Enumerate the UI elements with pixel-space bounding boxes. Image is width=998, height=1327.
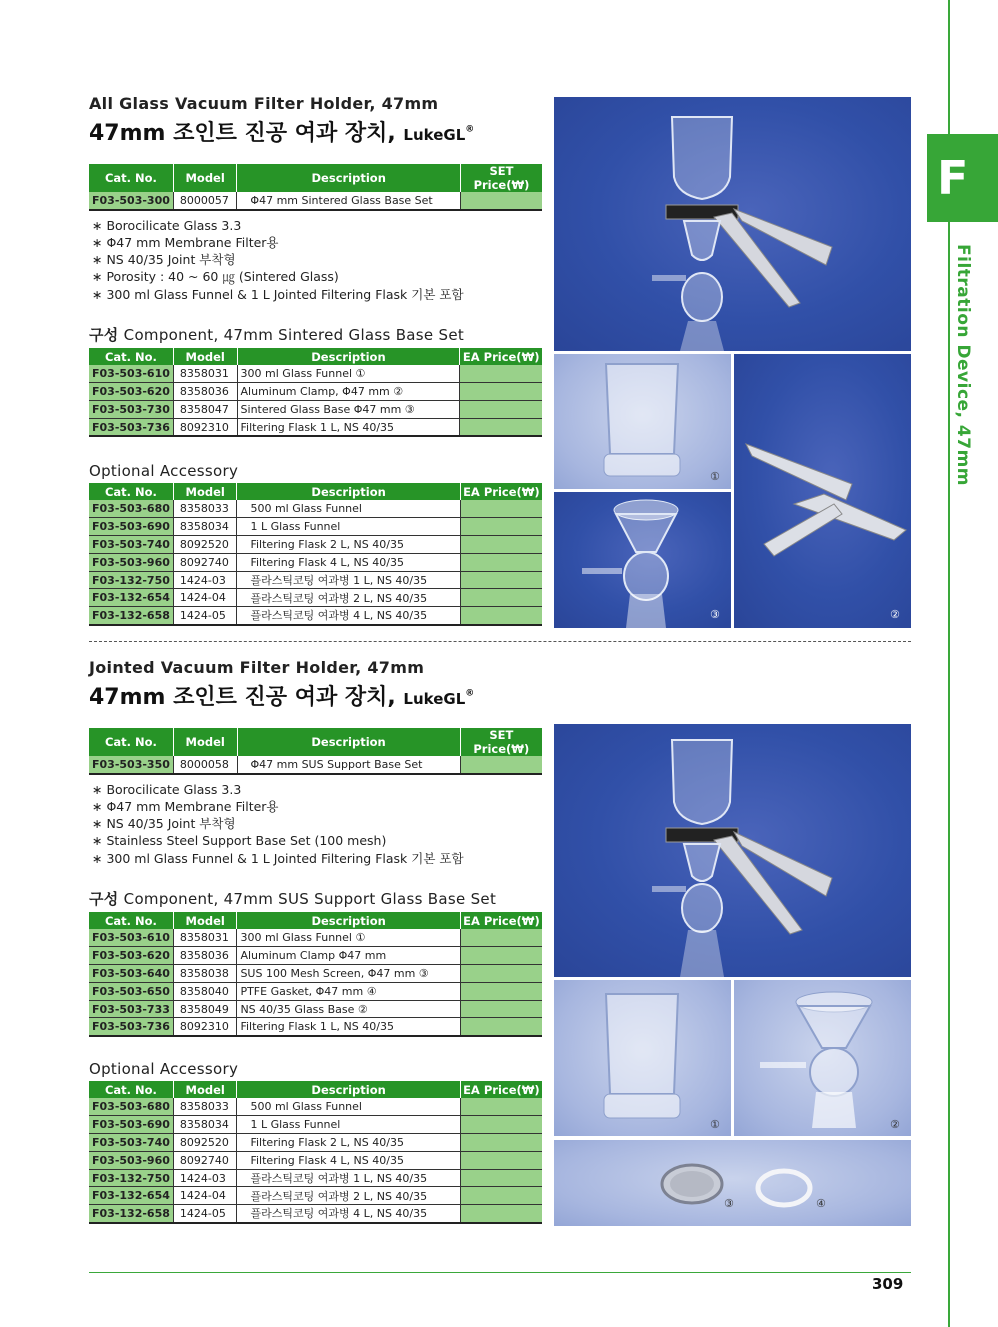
- cell-cat: F03-503-740: [89, 536, 173, 554]
- table-row: [89, 756, 542, 774]
- cell-model: 1424-05: [173, 1205, 237, 1223]
- section-2-main-table-wrap: [89, 728, 544, 867]
- table-row: [89, 607, 542, 625]
- photo-glass-base: [734, 980, 911, 1136]
- photo-filter-holder-set: [554, 97, 911, 351]
- col-price: SET Price(₩): [460, 164, 542, 192]
- jointed-holder-illustration: [554, 724, 911, 977]
- table-row: [89, 1116, 542, 1134]
- photo-label: ②: [890, 608, 900, 621]
- col-model: Model: [173, 912, 237, 929]
- section-1-main-table: [89, 164, 542, 211]
- col-price: EA Price(₩): [460, 348, 542, 365]
- section-2-notes: [89, 781, 544, 867]
- photo-glass-funnel: [554, 354, 731, 489]
- cell-desc: 300 ml Glass Funnel ①: [237, 365, 460, 383]
- cell-desc: 300 ml Glass Funnel ①: [237, 929, 460, 947]
- cell-price: [460, 1098, 542, 1116]
- section-1-title-en: All Glass Vacuum Filter Holder, 47mm: [89, 94, 439, 113]
- section-1-title-kr-text: 47mm 조인트 진공 여과 장치,: [89, 121, 396, 146]
- section-1-header: [89, 94, 544, 147]
- cell-cat: F03-132-658: [89, 607, 173, 625]
- col-price: EA Price(₩): [460, 1081, 542, 1098]
- note: ∗ Φ47 mm Membrane Filter용: [89, 234, 544, 251]
- photo-label: ①: [710, 470, 720, 483]
- cell-price: [460, 1187, 542, 1205]
- table-row: [89, 1000, 542, 1018]
- cell-model: 8358047: [173, 401, 237, 419]
- cell-cat: F03-132-658: [89, 1205, 173, 1223]
- cell-desc: 플라스틱코팅 여과병 2 L, NS 40/35: [237, 589, 460, 607]
- mesh-gasket-illustration: [554, 1140, 911, 1226]
- cell-desc: 플라스틱코팅 여과병 2 L, NS 40/35: [237, 1187, 460, 1205]
- col-desc: Description: [237, 1081, 460, 1098]
- cell-model: 8358033: [173, 1098, 237, 1116]
- photo-sintered-base: [554, 492, 731, 628]
- table-row: [89, 418, 542, 436]
- cell-desc: Aluminum Clamp Φ47 mm: [237, 947, 460, 965]
- cell-cat: F03-503-350: [89, 756, 173, 774]
- cell-model: 8092310: [173, 1018, 237, 1036]
- cell-cat: F03-503-733: [89, 1000, 173, 1018]
- section-vertical-title: Filtration Device, 47mm: [953, 244, 973, 487]
- section-2-optional-table: [89, 1081, 542, 1224]
- table-row: [89, 1098, 542, 1116]
- table-row: [89, 383, 542, 401]
- cell-price: [460, 365, 542, 383]
- cell-price: [460, 756, 542, 774]
- cell-cat: F03-503-650: [89, 982, 173, 1000]
- section-2-header: [89, 658, 544, 711]
- section-1-title-kr: [89, 116, 544, 147]
- cell-price: [460, 965, 542, 983]
- cell-model: 1424-03: [173, 571, 237, 589]
- note: ∗ 300 ml Glass Funnel & 1 L Jointed Filtering Flask 기본 포함: [89, 850, 544, 867]
- table-row: [89, 982, 542, 1000]
- cell-model: 8358034: [173, 1116, 237, 1134]
- page-number: 309: [872, 1275, 904, 1293]
- cell-model: 8358038: [173, 965, 237, 983]
- components-kr-label: 구성: [89, 890, 119, 908]
- cell-desc: Filtering Flask 4 L, NS 40/35: [237, 1151, 460, 1169]
- photo-label: ①: [710, 1118, 720, 1131]
- cell-model: 8092740: [173, 1151, 237, 1169]
- cell-desc: Filtering Flask 2 L, NS 40/35: [237, 536, 460, 554]
- sintered-base-illustration: [554, 492, 731, 628]
- col-model: Model: [173, 348, 237, 365]
- cell-desc: Filtering Flask 2 L, NS 40/35: [237, 1134, 460, 1152]
- cell-desc: Filtering Flask 1 L, NS 40/35: [237, 418, 460, 436]
- note: ∗ 300 ml Glass Funnel & 1 L Jointed Filtering Flask 기본 포함: [89, 286, 544, 303]
- cell-price: [460, 418, 542, 436]
- cell-price: [460, 1116, 542, 1134]
- cell-price: [460, 571, 542, 589]
- section-1-notes: [89, 217, 544, 303]
- cell-desc: Φ47 mm SUS Support Base Set: [237, 756, 460, 774]
- cell-price: [460, 192, 542, 210]
- section-2-components-table: [89, 912, 542, 1037]
- col-cat: Cat. No.: [89, 728, 173, 756]
- note: ∗ Borocilicate Glass 3.3: [89, 781, 544, 798]
- section-1-main-table-wrap: [89, 164, 544, 303]
- cell-cat: F03-503-620: [89, 947, 173, 965]
- section-2-title-kr-text: 47mm 조인트 진공 여과 장치,: [89, 685, 396, 710]
- section-2-main-table: [89, 728, 542, 775]
- section-divider: [89, 641, 911, 642]
- cell-cat: F03-503-680: [89, 1098, 173, 1116]
- cell-price: [460, 1169, 542, 1187]
- cell-desc: 플라스틱코팅 여과병 4 L, NS 40/35: [237, 1205, 460, 1223]
- cell-cat: F03-503-690: [89, 518, 173, 536]
- filter-holder-illustration: [554, 97, 911, 351]
- cell-desc: 1 L Glass Funnel: [237, 518, 460, 536]
- photo-label: ②: [890, 1118, 900, 1131]
- col-cat: Cat. No.: [89, 912, 173, 929]
- cell-price: [460, 401, 542, 419]
- table-row: [89, 1134, 542, 1152]
- cell-price: [460, 1000, 542, 1018]
- note: ∗ NS 40/35 Joint 부착형: [89, 251, 544, 268]
- photo-jointed-holder-set: [554, 724, 911, 977]
- cell-model: 8092520: [173, 1134, 237, 1152]
- aluminum-clamp-illustration: [734, 354, 911, 628]
- cell-cat: F03-503-620: [89, 383, 173, 401]
- cell-desc: 500 ml Glass Funnel: [237, 500, 460, 518]
- glass-funnel-illustration: [554, 354, 731, 489]
- table-row: [89, 965, 542, 983]
- cell-model: 1424-03: [173, 1169, 237, 1187]
- section-2-components-title: [89, 888, 544, 909]
- cell-cat: F03-503-960: [89, 1151, 173, 1169]
- cell-desc: Filtering Flask 1 L, NS 40/35: [237, 1018, 460, 1036]
- col-model: Model: [173, 728, 237, 756]
- cell-cat: F03-503-610: [89, 365, 173, 383]
- col-desc: Description: [237, 164, 461, 192]
- table-row: [89, 1205, 542, 1223]
- table-row: [89, 1151, 542, 1169]
- table-row: [89, 192, 542, 210]
- cell-model: 8358031: [173, 365, 237, 383]
- components-en-label: Component, 47mm Sintered Glass Base Set: [123, 326, 465, 344]
- cell-cat: F03-503-300: [89, 192, 173, 210]
- cell-price: [460, 589, 542, 607]
- section-1-components: [89, 324, 544, 437]
- table-row: [89, 500, 542, 518]
- cell-desc: Sintered Glass Base Φ47 mm ③: [237, 401, 460, 419]
- cell-cat: F03-132-750: [89, 571, 173, 589]
- table-row: [89, 1018, 542, 1036]
- cell-price: [460, 553, 542, 571]
- col-desc: Description: [237, 348, 460, 365]
- cell-desc: 1 L Glass Funnel: [237, 1116, 460, 1134]
- cell-model: 8358033: [173, 500, 237, 518]
- cell-model: 8358036: [173, 383, 237, 401]
- cell-model: 1424-04: [173, 1187, 237, 1205]
- photo-label: ③: [710, 608, 720, 621]
- cell-cat: F03-503-736: [89, 1018, 173, 1036]
- table-row: [89, 401, 542, 419]
- cell-desc: Aluminum Clamp, Φ47 mm ②: [237, 383, 460, 401]
- col-price: EA Price(₩): [460, 483, 542, 500]
- photo-glass-funnel-2: [554, 980, 731, 1136]
- cell-price: [460, 500, 542, 518]
- section-2-reg: ®: [465, 688, 475, 699]
- cell-cat: F03-503-610: [89, 929, 173, 947]
- cell-price: [460, 607, 542, 625]
- table-row: [89, 1169, 542, 1187]
- note: ∗ NS 40/35 Joint 부착형: [89, 815, 544, 832]
- cell-model: 8358049: [173, 1000, 237, 1018]
- col-cat: Cat. No.: [89, 164, 173, 192]
- cell-cat: F03-503-690: [89, 1116, 173, 1134]
- cell-model: 1424-05: [173, 607, 237, 625]
- cell-price: [460, 1151, 542, 1169]
- table-row: [89, 518, 542, 536]
- cell-cat: F03-503-640: [89, 965, 173, 983]
- section-1-components-table: [89, 348, 542, 437]
- cell-price: [460, 1134, 542, 1152]
- cell-model: 8358031: [173, 929, 237, 947]
- col-cat: Cat. No.: [89, 483, 173, 500]
- cell-model: 8358036: [173, 947, 237, 965]
- note: ∗ Stainless Steel Support Base Set (100 mesh): [89, 832, 544, 849]
- table-row: [89, 1187, 542, 1205]
- table-row: [89, 947, 542, 965]
- cell-price: [460, 1018, 542, 1036]
- cell-desc: NS 40/35 Glass Base ②: [237, 1000, 460, 1018]
- section-1-components-title: [89, 324, 544, 345]
- footer-line: [89, 1272, 911, 1273]
- section-1-optional-table: [89, 483, 542, 626]
- section-2-title-en: Jointed Vacuum Filter Holder, 47mm: [89, 658, 425, 677]
- note: ∗ Porosity : 40 ~ 60 ㎍ (Sintered Glass): [89, 268, 544, 285]
- cell-cat: F03-503-680: [89, 500, 173, 518]
- note: ∗ Φ47 mm Membrane Filter용: [89, 798, 544, 815]
- section-2-optional-title: Optional Accessory: [89, 1060, 239, 1078]
- cell-cat: F03-503-960: [89, 553, 173, 571]
- section-1-optional-title: Optional Accessory: [89, 462, 239, 480]
- cell-model: 8000058: [173, 756, 237, 774]
- cell-cat: F03-503-740: [89, 1134, 173, 1152]
- col-price: EA Price(₩): [460, 912, 542, 929]
- section-1-brand: LukeGL: [403, 126, 466, 144]
- table-row: [89, 589, 542, 607]
- cell-model: 8000057: [173, 192, 237, 210]
- cell-cat: F03-132-750: [89, 1169, 173, 1187]
- cell-model: 8092740: [173, 553, 237, 571]
- glass-funnel-2-illustration: [554, 980, 731, 1136]
- table-row: [89, 553, 542, 571]
- cell-price: [460, 1205, 542, 1223]
- components-en-label: Component, 47mm SUS Support Glass Base Set: [123, 890, 497, 908]
- section-2-components: [89, 888, 544, 1037]
- note: ∗ Borocilicate Glass 3.3: [89, 217, 544, 234]
- cell-model: 8092520: [173, 536, 237, 554]
- cell-price: [460, 383, 542, 401]
- photo-aluminum-clamp: [734, 354, 911, 628]
- cell-cat: F03-503-730: [89, 401, 173, 419]
- col-cat: Cat. No.: [89, 348, 173, 365]
- col-desc: Description: [237, 728, 460, 756]
- table-row: [89, 536, 542, 554]
- cell-price: [460, 982, 542, 1000]
- cell-desc: Φ47 mm Sintered Glass Base Set: [237, 192, 461, 210]
- photo-label: ④: [816, 1197, 826, 1210]
- photo-mesh-gasket: [554, 1140, 911, 1226]
- cell-price: [460, 929, 542, 947]
- cell-desc: Filtering Flask 4 L, NS 40/35: [237, 553, 460, 571]
- section-2-brand: LukeGL: [403, 690, 466, 708]
- cell-desc: SUS 100 Mesh Screen, Φ47 mm ③: [237, 965, 460, 983]
- section-2-optional: [89, 1060, 544, 1224]
- cell-desc: PTFE Gasket, Φ47 mm ④: [237, 982, 460, 1000]
- photo-label: ③: [724, 1197, 734, 1210]
- table-row: [89, 929, 542, 947]
- cell-cat: F03-132-654: [89, 1187, 173, 1205]
- cell-model: 8092310: [173, 418, 237, 436]
- section-tab: F: [927, 134, 998, 222]
- cell-price: [460, 947, 542, 965]
- table-row: [89, 365, 542, 383]
- cell-model: 8358040: [173, 982, 237, 1000]
- col-price: SET Price(₩): [460, 728, 542, 756]
- section-2-title-kr: [89, 680, 544, 711]
- cell-desc: 플라스틱코팅 여과병 4 L, NS 40/35: [237, 607, 460, 625]
- col-desc: Description: [237, 912, 460, 929]
- cell-cat: F03-503-736: [89, 418, 173, 436]
- cell-model: 8358034: [173, 518, 237, 536]
- cell-model: 1424-04: [173, 589, 237, 607]
- table-row: [89, 571, 542, 589]
- col-cat: Cat. No.: [89, 1081, 173, 1098]
- col-model: Model: [173, 483, 237, 500]
- col-model: Model: [173, 1081, 237, 1098]
- glass-base-illustration: [734, 980, 911, 1136]
- section-1-optional: [89, 462, 544, 626]
- cell-desc: 500 ml Glass Funnel: [237, 1098, 460, 1116]
- section-1-reg: ®: [465, 124, 475, 135]
- col-desc: Description: [237, 483, 460, 500]
- cell-desc: 플라스틱코팅 여과병 1 L, NS 40/35: [237, 1169, 460, 1187]
- cell-price: [460, 518, 542, 536]
- cell-price: [460, 536, 542, 554]
- cell-cat: F03-132-654: [89, 589, 173, 607]
- cell-desc: 플라스틱코팅 여과병 1 L, NS 40/35: [237, 571, 460, 589]
- components-kr-label: 구성: [89, 326, 119, 344]
- col-model: Model: [173, 164, 237, 192]
